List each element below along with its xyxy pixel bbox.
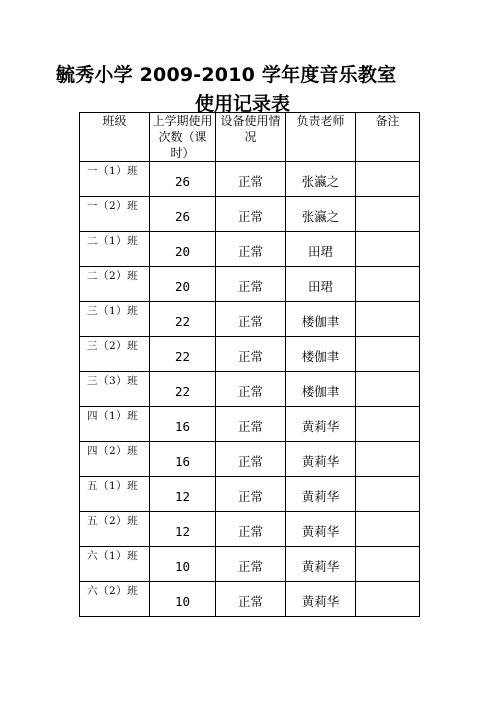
class-cell: 五（2）班	[80, 512, 150, 547]
class-cell: 四（2）班	[80, 442, 150, 477]
notes-cell	[356, 372, 420, 407]
equipment-status-cell: 正常	[216, 372, 286, 407]
table-header-row	[80, 113, 420, 162]
notes-cell	[356, 442, 420, 477]
notes-cell	[356, 337, 420, 372]
header-teacher: 负责老师	[286, 113, 356, 162]
teacher-cell: 田珺	[286, 232, 356, 267]
table-row	[80, 372, 420, 407]
table-row	[80, 512, 420, 547]
table-row	[80, 442, 420, 477]
usage-count-cell: 10	[150, 547, 216, 582]
table-row	[80, 337, 420, 372]
header-class: 班级	[80, 113, 150, 162]
equipment-status-cell: 正常	[216, 442, 286, 477]
equipment-status-cell: 正常	[216, 337, 286, 372]
table-row	[80, 197, 420, 232]
class-cell: 一（2）班	[80, 197, 150, 232]
notes-cell	[356, 302, 420, 337]
equipment-status-cell: 正常	[216, 197, 286, 232]
usage-count-cell: 20	[150, 232, 216, 267]
equipment-status-cell: 正常	[216, 477, 286, 512]
equipment-status-cell: 正常	[216, 547, 286, 582]
notes-cell	[356, 512, 420, 547]
table-row	[80, 477, 420, 512]
usage-record-table	[79, 112, 420, 617]
usage-count-cell: 10	[150, 582, 216, 617]
document-subtitle: 使用记录表	[195, 93, 291, 115]
notes-cell	[356, 197, 420, 232]
class-cell: 五（1）班	[80, 477, 150, 512]
equipment-status-cell: 正常	[216, 512, 286, 547]
equipment-status-cell: 正常	[216, 232, 286, 267]
table-row	[80, 582, 420, 617]
class-cell: 三（1）班	[80, 302, 150, 337]
table-row	[80, 407, 420, 442]
class-cell: 六（2）班	[80, 582, 150, 617]
header-notes: 备注	[356, 113, 420, 162]
teacher-cell: 黄莉华	[286, 407, 356, 442]
teacher-cell: 黄莉华	[286, 477, 356, 512]
class-cell: 四（1）班	[80, 407, 150, 442]
table-row	[80, 162, 420, 197]
teacher-cell: 楼伽聿	[286, 372, 356, 407]
teacher-cell: 黄莉华	[286, 512, 356, 547]
usage-count-cell: 22	[150, 372, 216, 407]
notes-cell	[356, 477, 420, 512]
class-cell: 二（1）班	[80, 232, 150, 267]
class-cell: 一（1）班	[80, 162, 150, 197]
usage-count-cell: 16	[150, 407, 216, 442]
teacher-cell: 田珺	[286, 267, 356, 302]
teacher-cell: 张瀛之	[286, 197, 356, 232]
usage-count-cell: 12	[150, 512, 216, 547]
table-row	[80, 232, 420, 267]
equipment-status-cell: 正常	[216, 162, 286, 197]
teacher-cell: 楼伽聿	[286, 302, 356, 337]
usage-count-cell: 22	[150, 337, 216, 372]
notes-cell	[356, 582, 420, 617]
usage-count-cell: 26	[150, 162, 216, 197]
class-cell: 六（1）班	[80, 547, 150, 582]
usage-count-cell: 16	[150, 442, 216, 477]
notes-cell	[356, 267, 420, 302]
equipment-status-cell: 正常	[216, 302, 286, 337]
table-row	[80, 302, 420, 337]
usage-count-cell: 12	[150, 477, 216, 512]
class-cell: 三（3）班	[80, 372, 150, 407]
equipment-status-cell: 正常	[216, 407, 286, 442]
teacher-cell: 张瀛之	[286, 162, 356, 197]
usage-count-cell: 22	[150, 302, 216, 337]
equipment-status-cell: 正常	[216, 267, 286, 302]
notes-cell	[356, 162, 420, 197]
class-cell: 三（2）班	[80, 337, 150, 372]
equipment-status-cell: 正常	[216, 582, 286, 617]
usage-count-cell: 20	[150, 267, 216, 302]
document-title: 毓秀小学 2009-2010 学年度音乐教室	[56, 64, 397, 86]
table-row	[80, 547, 420, 582]
header-usage-count: 上学期使用次数（课时）	[150, 113, 216, 162]
table-row	[80, 267, 420, 302]
teacher-cell: 黄莉华	[286, 547, 356, 582]
teacher-cell: 楼伽聿	[286, 337, 356, 372]
usage-count-cell: 26	[150, 197, 216, 232]
class-cell: 二（2）班	[80, 267, 150, 302]
notes-cell	[356, 407, 420, 442]
teacher-cell: 黄莉华	[286, 442, 356, 477]
notes-cell	[356, 547, 420, 582]
header-equipment-status: 设备使用情况	[216, 113, 286, 162]
notes-cell	[356, 232, 420, 267]
teacher-cell: 黄莉华	[286, 582, 356, 617]
